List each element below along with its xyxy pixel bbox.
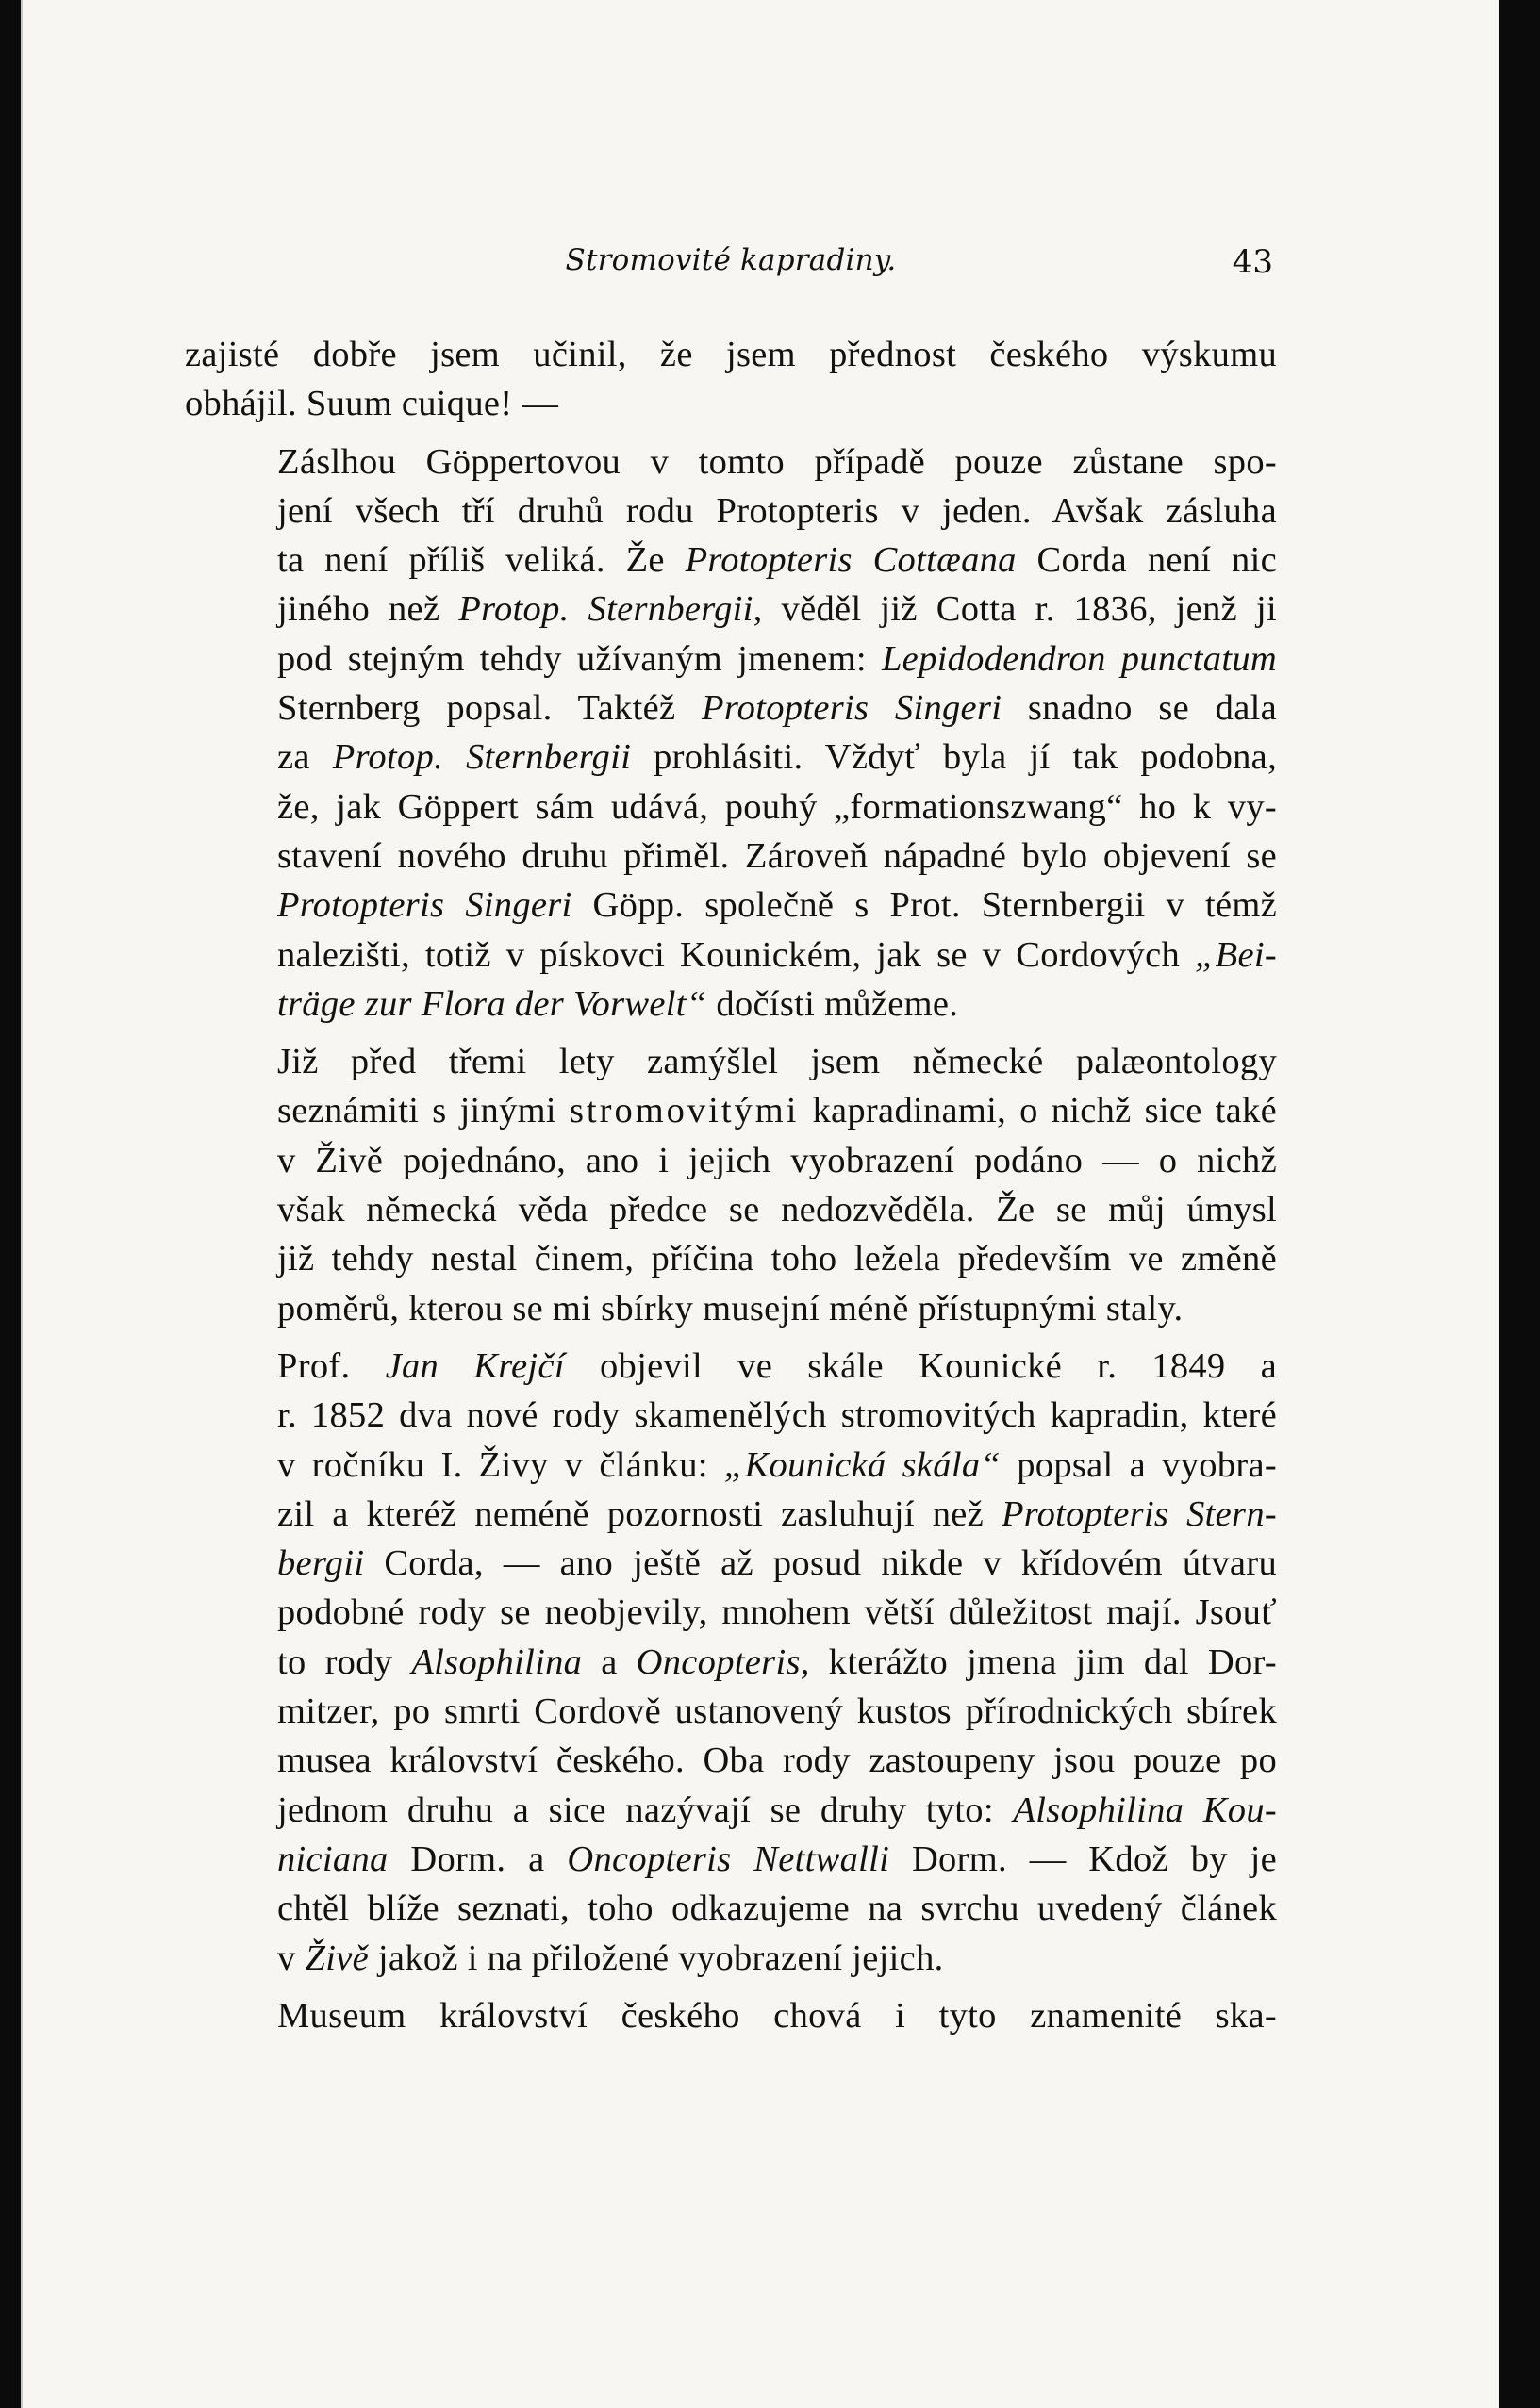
text-line	[185, 881, 1277, 930]
paragraph-2	[185, 437, 1277, 1030]
paragraph-1	[185, 330, 1277, 429]
text-line	[185, 733, 1277, 782]
italic-title: „Bei-	[1194, 934, 1277, 975]
italic-species-name: Protopteris Cottæana	[685, 540, 1017, 581]
text-line: stavení nového druhu přiměl. Zároveň nápadné bylo objevení se	[277, 835, 1277, 876]
text-line: obhájil. Suum cuique! —	[185, 384, 559, 424]
italic-species-name: Lepidodendron punctatum	[881, 638, 1277, 679]
text-run: , věděl již Cotta r. 1836, jenž ji	[753, 589, 1277, 630]
text-run: to rody	[277, 1641, 412, 1682]
text-line	[185, 1835, 1277, 1884]
text-run: dočísti můžeme.	[706, 983, 959, 1024]
text-run: a	[582, 1641, 637, 1682]
text-line: musea království českého. Oba rody zastoupeny jsou pouze po	[277, 1740, 1277, 1781]
text-run: v ročníku I. Živy v článku:	[277, 1444, 724, 1485]
text-run: prohlásiti. Vždyť byla jí tak podobna,	[631, 737, 1277, 778]
text-line	[185, 1539, 1277, 1588]
italic-species-name: Protopteris Stern-	[1001, 1493, 1278, 1534]
text-run: Dorm. a	[388, 1839, 568, 1879]
text-run: Corda není nic	[1016, 540, 1277, 581]
italic-species-name: bergii	[277, 1543, 365, 1584]
italic-title: Živě	[305, 1938, 369, 1978]
text-run: snadno se dala	[1002, 688, 1278, 729]
page-header	[185, 243, 1277, 296]
text-run: jednom druhu a sice nazývají se druhy tyto:	[277, 1790, 1014, 1830]
text-run: objevil ve skále Kounické r. 1849 a	[564, 1345, 1278, 1386]
text-run: Göpp. společně s Prot. Sternbergii v témž	[571, 885, 1277, 926]
text-line: zajisté dobře jsem učinil, že jsem přednost českého výskumu	[185, 335, 1277, 374]
text-line	[185, 980, 1277, 1029]
text-line	[185, 1490, 1277, 1539]
text-line: již tehdy nestal činem, příčina toho ležela především ve změně	[277, 1239, 1277, 1279]
paragraph-5	[185, 1991, 1277, 2040]
paragraph-4	[185, 1342, 1277, 1983]
italic-genus-name: Oncopteris,	[636, 1641, 810, 1682]
text-line: Museum království českého chová i tyto znamenité ska-	[277, 1995, 1277, 2036]
page-content	[185, 243, 1277, 2040]
running-title: Stromovité kapradiny.	[565, 243, 897, 277]
text-line: jení všech tří druhů rodu Protopteris v jeden. Avšak zásluha	[277, 490, 1277, 531]
text-line	[185, 585, 1277, 634]
text-line	[185, 1638, 1277, 1687]
page-number: 43	[1232, 243, 1273, 281]
text-run: Dorm. — Kdož by je	[889, 1839, 1277, 1879]
italic-species-name: Protop. Sternbergii	[458, 589, 753, 630]
text-line	[185, 536, 1277, 585]
text-run: Prof.	[277, 1345, 386, 1386]
text-line	[185, 1786, 1277, 1835]
text-run: jiného než	[277, 589, 459, 630]
text-line: chtěl blíže seznati, toho odkazujeme na svrchu uvedený článek	[277, 1888, 1277, 1929]
text-run: za	[277, 737, 333, 778]
text-line: r. 1852 dva nové rody skamenělých stromovitých kapradin, které	[277, 1395, 1277, 1436]
text-run: jakož i na přiložené vyobrazení jejich.	[368, 1938, 944, 1978]
text-line: v Živě pojednáno, ano i jejich vyobrazení podáno — o nichž	[277, 1140, 1277, 1180]
text-run: Sternberg popsal. Taktéž	[277, 688, 702, 729]
text-line	[185, 931, 1277, 980]
text-line: podobné rody se neobjevily, mnohem větší důležitost mají. Jsouť	[277, 1592, 1277, 1633]
text-line	[185, 684, 1277, 733]
text-run: ta není příliš veliká. Že	[277, 540, 686, 581]
text-run: v	[277, 1938, 306, 1978]
text-line: mitzer, po smrti Cordově ustanovený kustos přírodnických sbírek	[277, 1691, 1277, 1732]
text-run: popsal a vyobra-	[1001, 1444, 1277, 1485]
body-text	[185, 330, 1277, 2040]
text-line: Již před třemi lety zamýšlel jsem německé palæontology	[277, 1042, 1277, 1082]
text-run: kterážto jmena jim dal Dor-	[809, 1641, 1277, 1682]
italic-person-name: Jan Krejčí	[385, 1345, 565, 1386]
text-run: Corda, — ano ještě až posud nikde v křídovém útvaru	[364, 1543, 1277, 1584]
text-line: Záslhou Göppertovou v tomto případě pouze zůstane spo-	[277, 441, 1277, 482]
text-run: seznámiti s jinými	[277, 1091, 570, 1131]
text-line: poměrů, kterou se mi sbírky musejní méně přístupnými staly.	[277, 1288, 1184, 1328]
italic-genus-name: Alsophilina	[411, 1641, 583, 1682]
text-line	[185, 1086, 1277, 1135]
text-line	[185, 1441, 1277, 1490]
italic-species-name: niciana	[277, 1839, 389, 1879]
text-line: však německá věda předce se nedozvěděla. Že se můj úmysl	[277, 1190, 1277, 1230]
italic-species-name: Alsophilina Kou-	[1013, 1790, 1277, 1830]
text-line: že, jak Göppert sám udává, pouhý „formationszwang“ ho k vy-	[277, 786, 1277, 827]
italic-species-name: Protop. Sternbergii	[332, 737, 632, 778]
text-line	[185, 1934, 1277, 1983]
book-page	[21, 0, 1499, 2408]
italic-species-name: Protopteris Singeri	[277, 885, 572, 926]
italic-title: „Kounická skála“	[723, 1444, 1002, 1485]
text-run: pod stejným tehdy užívaným jmenem:	[277, 638, 882, 679]
letterspaced-word: stromovitými	[569, 1091, 800, 1131]
paragraph-3	[185, 1037, 1277, 1333]
text-line	[185, 1342, 1277, 1391]
text-line	[185, 635, 1277, 684]
italic-species-name: Oncopteris Nettwalli	[567, 1839, 890, 1879]
text-run: kapradinami, o nichž sice také	[799, 1091, 1277, 1131]
italic-title: träge zur Flora der Vorwelt“	[277, 983, 707, 1024]
text-run: zil a kteréž neméně pozornosti zasluhují než	[277, 1493, 1002, 1534]
text-run: nalezišti, totiž v pískovci Kounickém, jak se v Cordových	[277, 934, 1195, 975]
italic-species-name: Protopteris Singeri	[702, 688, 1002, 729]
